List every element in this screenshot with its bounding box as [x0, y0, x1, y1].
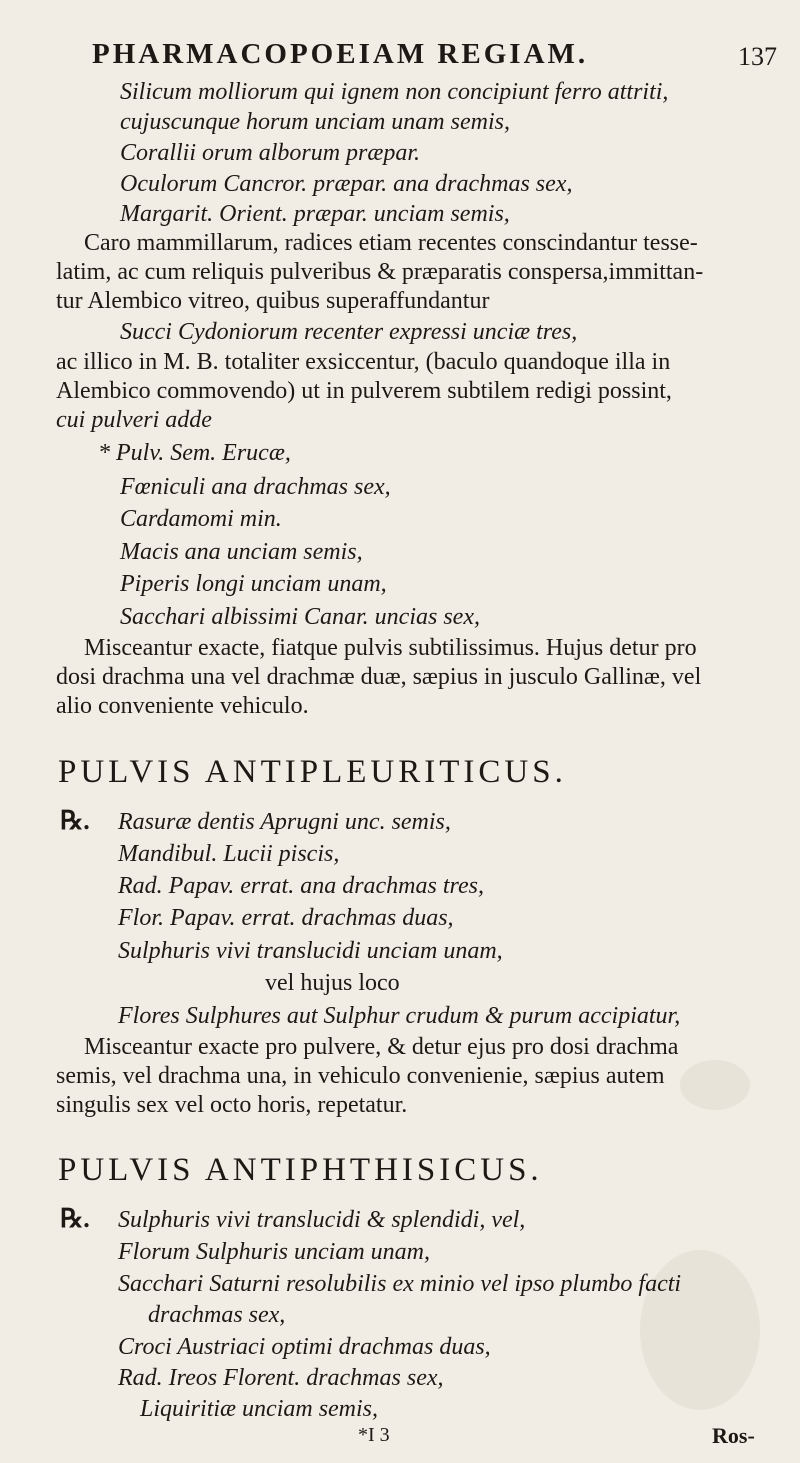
section-heading: PULVIS ANTIPHTHISICUS. — [58, 1152, 543, 1188]
text-line: Oculorum Cancror. præpar. ana drachmas sex, — [120, 171, 573, 197]
text-line: cui pulveri adde — [56, 407, 212, 433]
text-line: Rasuræ dentis Aprugni unc. semis, — [118, 809, 451, 835]
text-line: Misceantur exacte pro pulvere, & detur ejus pro dosi drachma — [84, 1034, 679, 1060]
page-number: 137 — [738, 42, 777, 71]
text-line: Mandibul. Lucii piscis, — [118, 841, 340, 867]
text-line: Succi Cydoniorum recenter expressi unciæ tres, — [120, 319, 578, 345]
text-line: dosi drachma una vel drachmæ duæ, sæpius in jusculo Gallinæ, vel — [56, 664, 702, 690]
text-line: alio conveniente vehiculo. — [56, 693, 309, 719]
text-line: Macis ana unciam semis, — [120, 539, 363, 565]
text-line: Sacchari albissimi Canar. uncias sex, — [120, 604, 480, 630]
text-line: Sulphuris vivi translucidi unciam unam, — [118, 938, 503, 964]
paper-stain — [680, 1060, 750, 1110]
text-line: semis, vel drachma una, in vehiculo convenienie, sæpius autem — [56, 1063, 665, 1089]
text-line: * Pulv. Sem. Erucæ, — [98, 440, 291, 466]
text-line: Florum Sulphuris unciam unam, — [118, 1239, 430, 1265]
running-title: PHARMACOPOEIAM REGIAM. — [92, 38, 589, 70]
text-line: Margarit. Orient. præpar. unciam semis, — [120, 201, 510, 227]
text-line: Misceantur exacte, fiatque pulvis subtilissimus. Hujus detur pro — [84, 635, 697, 661]
text-line: Rad. Ireos Florent. drachmas sex, — [118, 1365, 444, 1391]
text-line: drachmas sex, — [148, 1302, 286, 1328]
text-line: Flor. Papav. errat. drachmas duas, — [118, 905, 454, 931]
text-line: Flores Sulphures aut Sulphur crudum & purum accipiatur, — [118, 1003, 681, 1029]
text-line: Sulphuris vivi translucidi & splendidi, vel, — [118, 1207, 526, 1233]
text-line: singulis sex vel octo horis, repetatur. — [56, 1092, 408, 1118]
text-line: Fœniculi ana drachmas sex, — [120, 474, 391, 500]
text-line: vel hujus loco — [265, 970, 400, 996]
text-line: tur Alembico vitreo, quibus superaffundantur — [56, 288, 490, 314]
section-heading: PULVIS ANTIPLEURITICUS. — [58, 754, 567, 790]
text-line: Rad. Papav. errat. ana drachmas tres, — [118, 873, 484, 899]
text-line: Cardamomi min. — [120, 506, 282, 532]
text-line: Liquiritiæ unciam semis, — [140, 1396, 379, 1422]
text-line: Piperis longi unciam unam, — [120, 571, 387, 597]
text-line: Corallii orum alborum præpar. — [120, 140, 421, 166]
text-line: Caro mammillarum, radices etiam recentes conscindantur tesse- — [84, 230, 698, 256]
recipe-symbol: ℞. — [60, 1204, 90, 1233]
recipe-symbol: ℞. — [60, 806, 90, 835]
text-line: ac illico in M. B. totaliter exsiccentur, (baculo quandoque illa in — [56, 349, 671, 375]
text-line: Croci Austriaci optimi drachmas duas, — [118, 1334, 491, 1360]
catchword: Ros- — [712, 1423, 755, 1448]
text-line: Sacchari Saturni resolubilis ex minio vel ipso plumbo facti — [118, 1271, 682, 1297]
text-line: cujuscunque horum unciam unam semis, — [120, 109, 510, 135]
signature-mark: *I 3 — [358, 1424, 390, 1446]
text-line: latim, ac cum reliquis pulveribus & præparatis conspersa,immittan- — [56, 259, 704, 285]
text-line: Silicum molliorum qui ignem non concipiunt ferro attriti, — [120, 79, 669, 105]
text-line: Alembico commovendo) ut in pulverem subtilem redigi possint, — [56, 378, 672, 404]
